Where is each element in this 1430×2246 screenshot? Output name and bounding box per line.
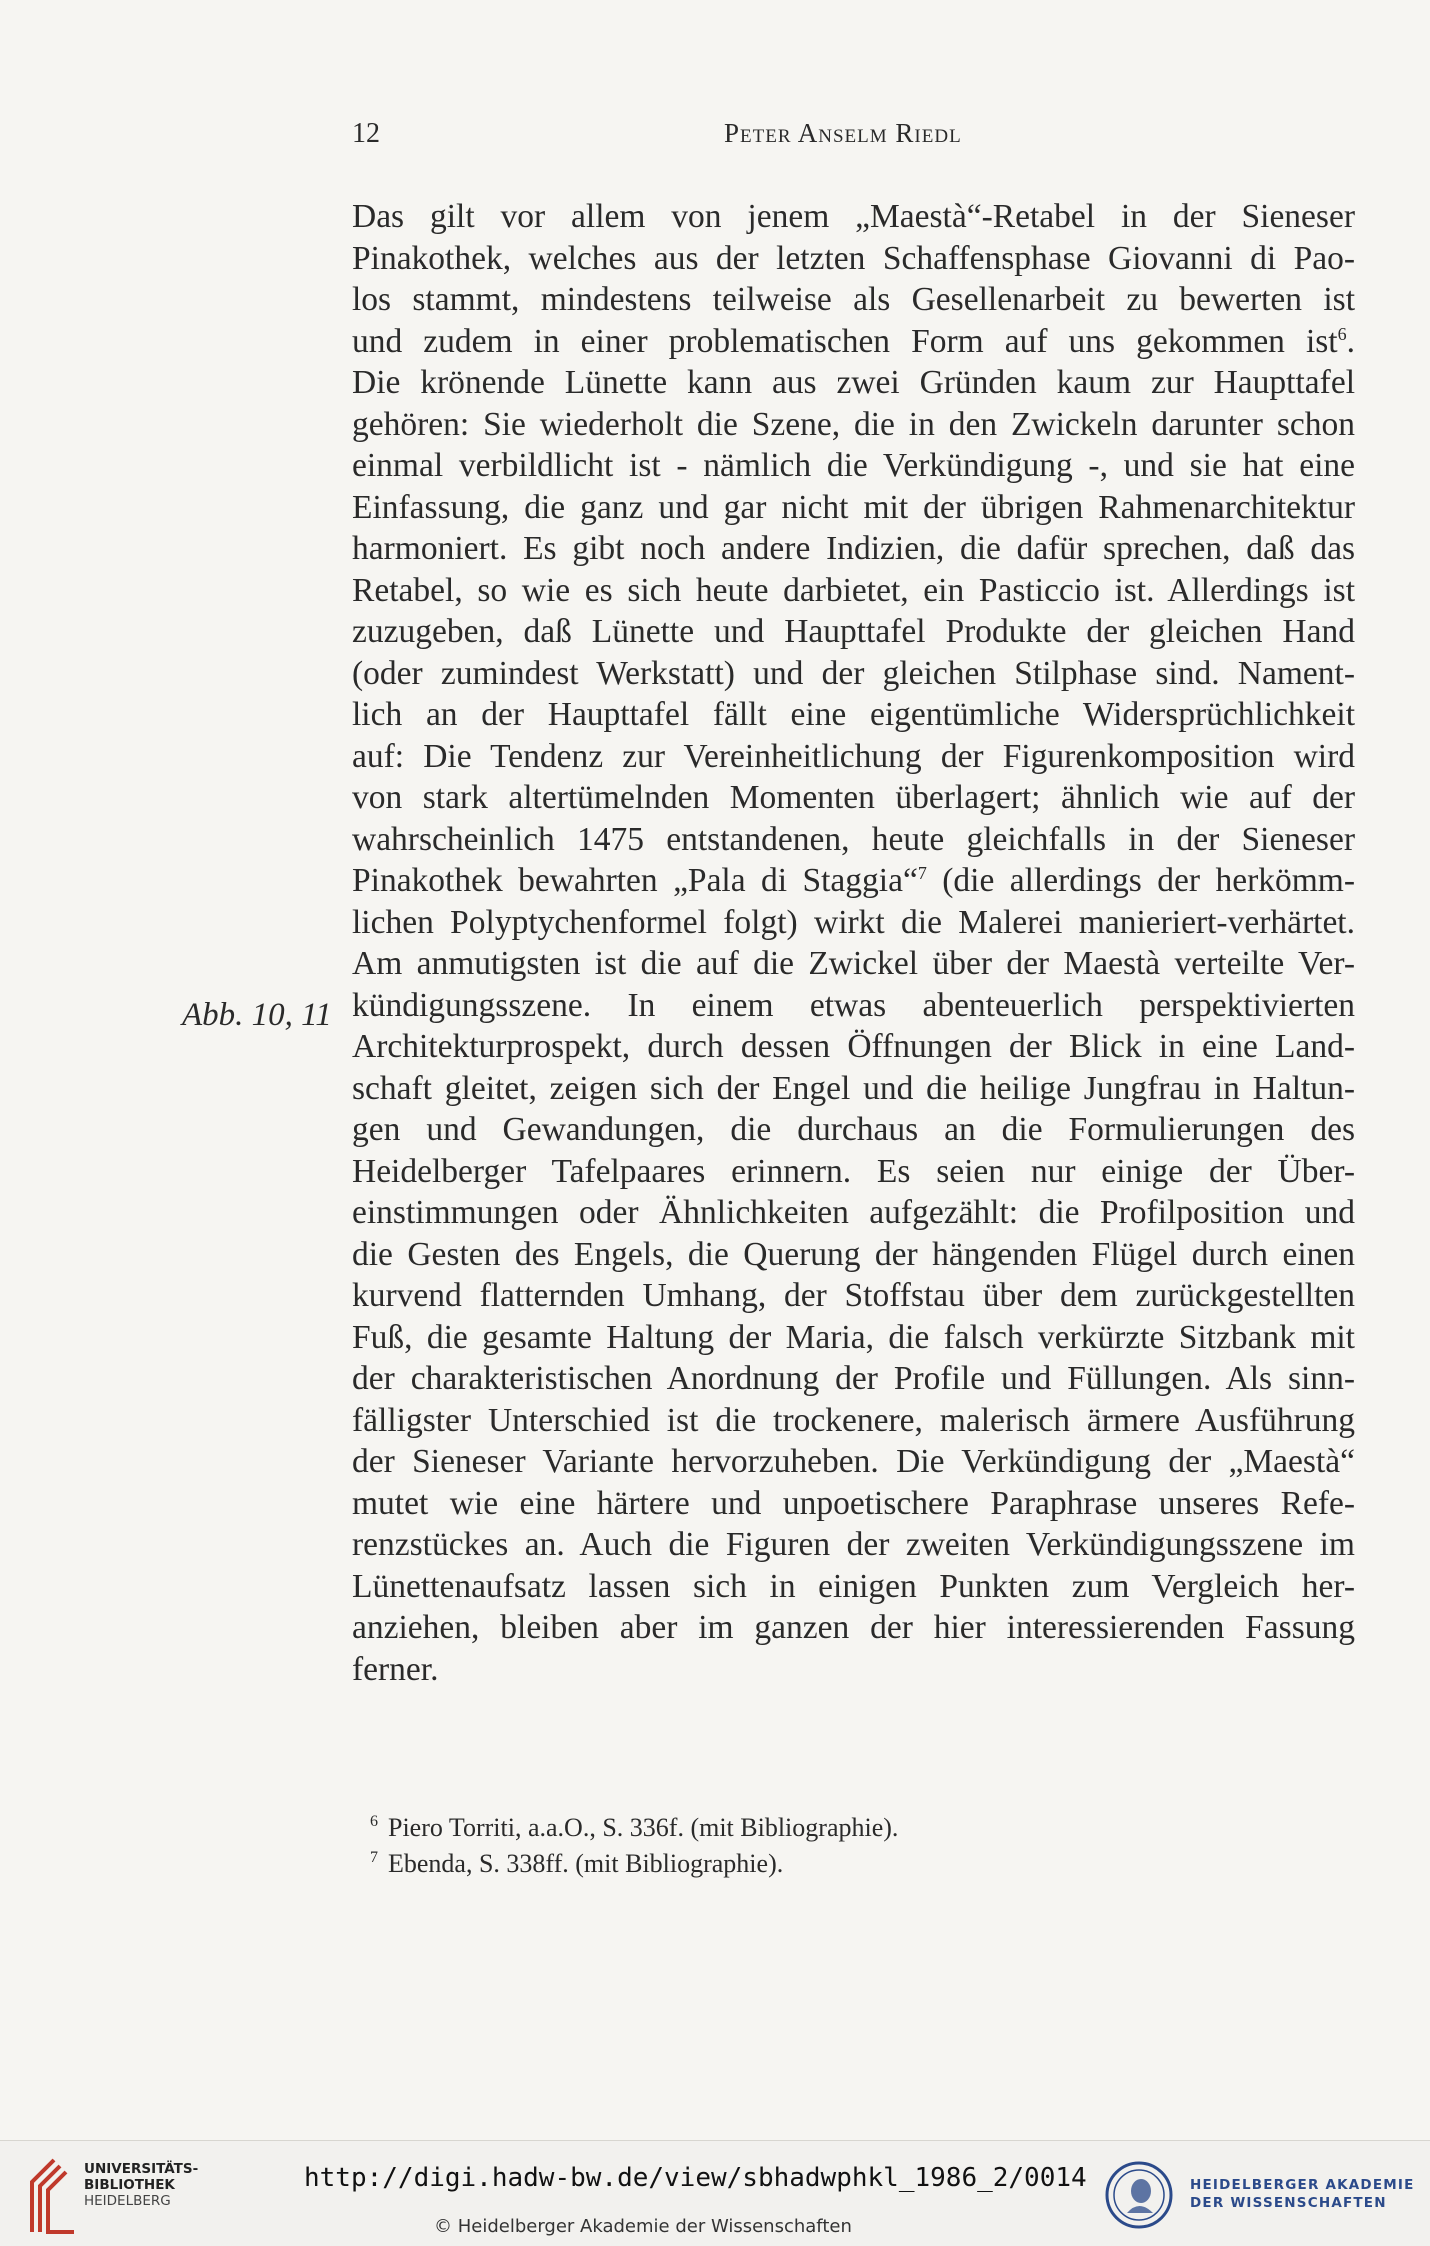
figure-reference-margin-note: Abb. 10, 11 xyxy=(182,997,332,1033)
text-line: einmal verbildlicht ist - nämlich die Verkündigung -, und sie hat eine xyxy=(352,447,1355,484)
text-line: auf: Die Tendenz zur Vereinheitlichung der Figurenkomposition wird xyxy=(352,737,1355,775)
footnote-text: Ebenda, S. 338ff. (mit Bibliographie). xyxy=(388,1849,784,1878)
text-line: ferner. xyxy=(352,1650,439,1688)
text-line xyxy=(352,860,1355,902)
academy-seal-icon[interactable] xyxy=(1105,2161,1173,2229)
permalink-url[interactable]: http://digi.hadw-bw.de/view/sbhadwphkl_1986_2/0014 xyxy=(304,2163,1087,2193)
text-line: harmoniert. Es gibt noch andere Indizien, die dafür sprechen, daß das xyxy=(352,530,1355,567)
text-line: lichen Polyptychenformel folgt) wirkt die Malerei manieriert-verhärtet. xyxy=(352,903,1355,941)
text-line: die Gesten des Engels, die Querung der hängenden Flügel durch einen xyxy=(352,1235,1355,1273)
footnote-number: 7 xyxy=(370,1849,378,1867)
text-line: renzstückes an. Auch die Figuren der zweiten Verkündigungsszene im xyxy=(352,1526,1355,1563)
text-line: Heidelberger Tafelpaares erinnern. Es seien nur einige der Über- xyxy=(352,1152,1355,1190)
footnote-ref-7[interactable]: 7 xyxy=(917,862,927,883)
body-text xyxy=(352,196,1355,1690)
library-name-line: UNIVERSITÄTS- xyxy=(84,2161,199,2177)
text-line: zuzugeben, daß Lünette und Haupttafel Produkte der gleichen Hand xyxy=(352,613,1355,650)
academy-name xyxy=(1190,2176,1415,2212)
running-head xyxy=(352,118,1355,158)
text-line: mutet wie eine härtere und unpoetischere Paraphrase unseres Refe- xyxy=(352,1484,1355,1522)
academy-name-line: HEIDELBERGER AKADEMIE xyxy=(1190,2177,1415,2193)
text-line: Am anmutigsten ist die auf die Zwickel über der Maestà verteilte Ver- xyxy=(352,945,1355,982)
university-library-name xyxy=(84,2161,198,2209)
text-line: der Sieneser Variante hervorzuheben. Die Verkündigung der „Maestà“ xyxy=(352,1443,1355,1480)
text-line: gehören: Sie wiederholt die Szene, die in den Zwickeln darunter schon xyxy=(352,405,1355,443)
running-head-author: Peter Anselm Riedl xyxy=(724,118,962,148)
text-line-tail: . xyxy=(1346,322,1355,360)
footnote-text: Piero Torriti, a.a.O., S. 336f. (mit Bibliographie). xyxy=(388,1813,899,1842)
text-line xyxy=(352,321,1355,363)
text-line: kurvend flatternden Umhang, der Stoffstau über dem zurückgestellten xyxy=(352,1277,1355,1314)
text-line: Pinakothek, welches aus der letzten Schaffensphase Giovanni di Pao- xyxy=(352,239,1355,277)
academy-name-line: DER WISSENSCHAFTEN xyxy=(1190,2195,1387,2211)
footnote xyxy=(370,1810,1355,1846)
text-line: anziehen, bleiben aber im ganzen der hier interessierenden Fassung xyxy=(352,1609,1355,1646)
text-line: von stark altertümelnden Momenten überlagert; ähnlich wie auf der xyxy=(352,779,1355,816)
text-line: einstimmungen oder Ähnlichkeiten aufgezählt: die Profilposition und xyxy=(352,1194,1355,1231)
text-line-tail: (die allerdings der herkömm- xyxy=(926,862,1355,899)
text-line: lich an der Haupttafel fällt eine eigentümliche Widersprüchlichkeit xyxy=(352,696,1355,733)
text-line: schaft gleitet, zeigen sich der Engel und die heilige Jungfrau in Haltun- xyxy=(352,1069,1355,1107)
text-line: Lünettenaufsatz lassen sich in einigen Punkten zum Vergleich her- xyxy=(352,1567,1355,1605)
text-line: Die krönende Lünette kann aus zwei Gründen kaum zur Haupttafel xyxy=(352,364,1355,401)
text-line: Retabel, so wie es sich heute darbietet, ein Pasticcio ist. Allerdings ist xyxy=(352,571,1355,609)
text-line: fälligster Unterschied ist die trockenere, malerisch ärmere Ausführung xyxy=(352,1401,1355,1439)
text-line-content: Pinakothek bewahrten „Pala di Staggia“ xyxy=(352,862,918,899)
footnotes xyxy=(370,1810,1355,1882)
text-line-content: und zudem in einer problematischen Form auf uns gekommen ist xyxy=(352,322,1338,360)
footnote-number: 6 xyxy=(370,1813,378,1831)
footnote-ref-6[interactable]: 6 xyxy=(1337,323,1347,344)
library-name-line: BIBLIOTHEK xyxy=(84,2177,175,2193)
copyright-notice: © Heidelberger Akademie der Wissenschaften xyxy=(434,2216,852,2237)
text-line: los stammt, mindestens teilweise als Gesellenarbeit zu bewerten ist xyxy=(352,281,1355,318)
footnote xyxy=(370,1846,1355,1882)
text-line: Das gilt vor allem von jenem „Maestà“-Retabel in der Sieneser xyxy=(352,198,1355,235)
text-line: wahrscheinlich 1475 entstandenen, heute gleichfalls in der Sieneser xyxy=(352,820,1355,858)
text-line: Architekturprospekt, durch dessen Öffnungen der Blick in eine Land- xyxy=(352,1028,1355,1065)
digitization-footer xyxy=(0,2140,1430,2246)
text-line: Einfassung, die ganz und gar nicht mit der übrigen Rahmenarchitektur xyxy=(352,488,1355,526)
library-city: HEIDELBERG xyxy=(84,2193,171,2209)
text-line: (oder zumindest Werkstatt) und der gleichen Stilphase sind. Nament- xyxy=(352,654,1355,692)
text-line: der charakteristischen Anordnung der Profile und Füllungen. Als sinn- xyxy=(352,1360,1355,1397)
text-line: Fuß, die gesamte Haltung der Maria, die falsch verkürzte Sitzbank mit xyxy=(352,1318,1355,1356)
text-line: gen und Gewandungen, die durchaus an die Formulierungen des xyxy=(352,1111,1355,1148)
university-library-logo-icon[interactable] xyxy=(20,2156,78,2236)
page-number: 12 xyxy=(352,118,380,149)
text-line: kündigungsszene. In einem etwas abenteuerlich perspektivierten xyxy=(352,986,1355,1024)
